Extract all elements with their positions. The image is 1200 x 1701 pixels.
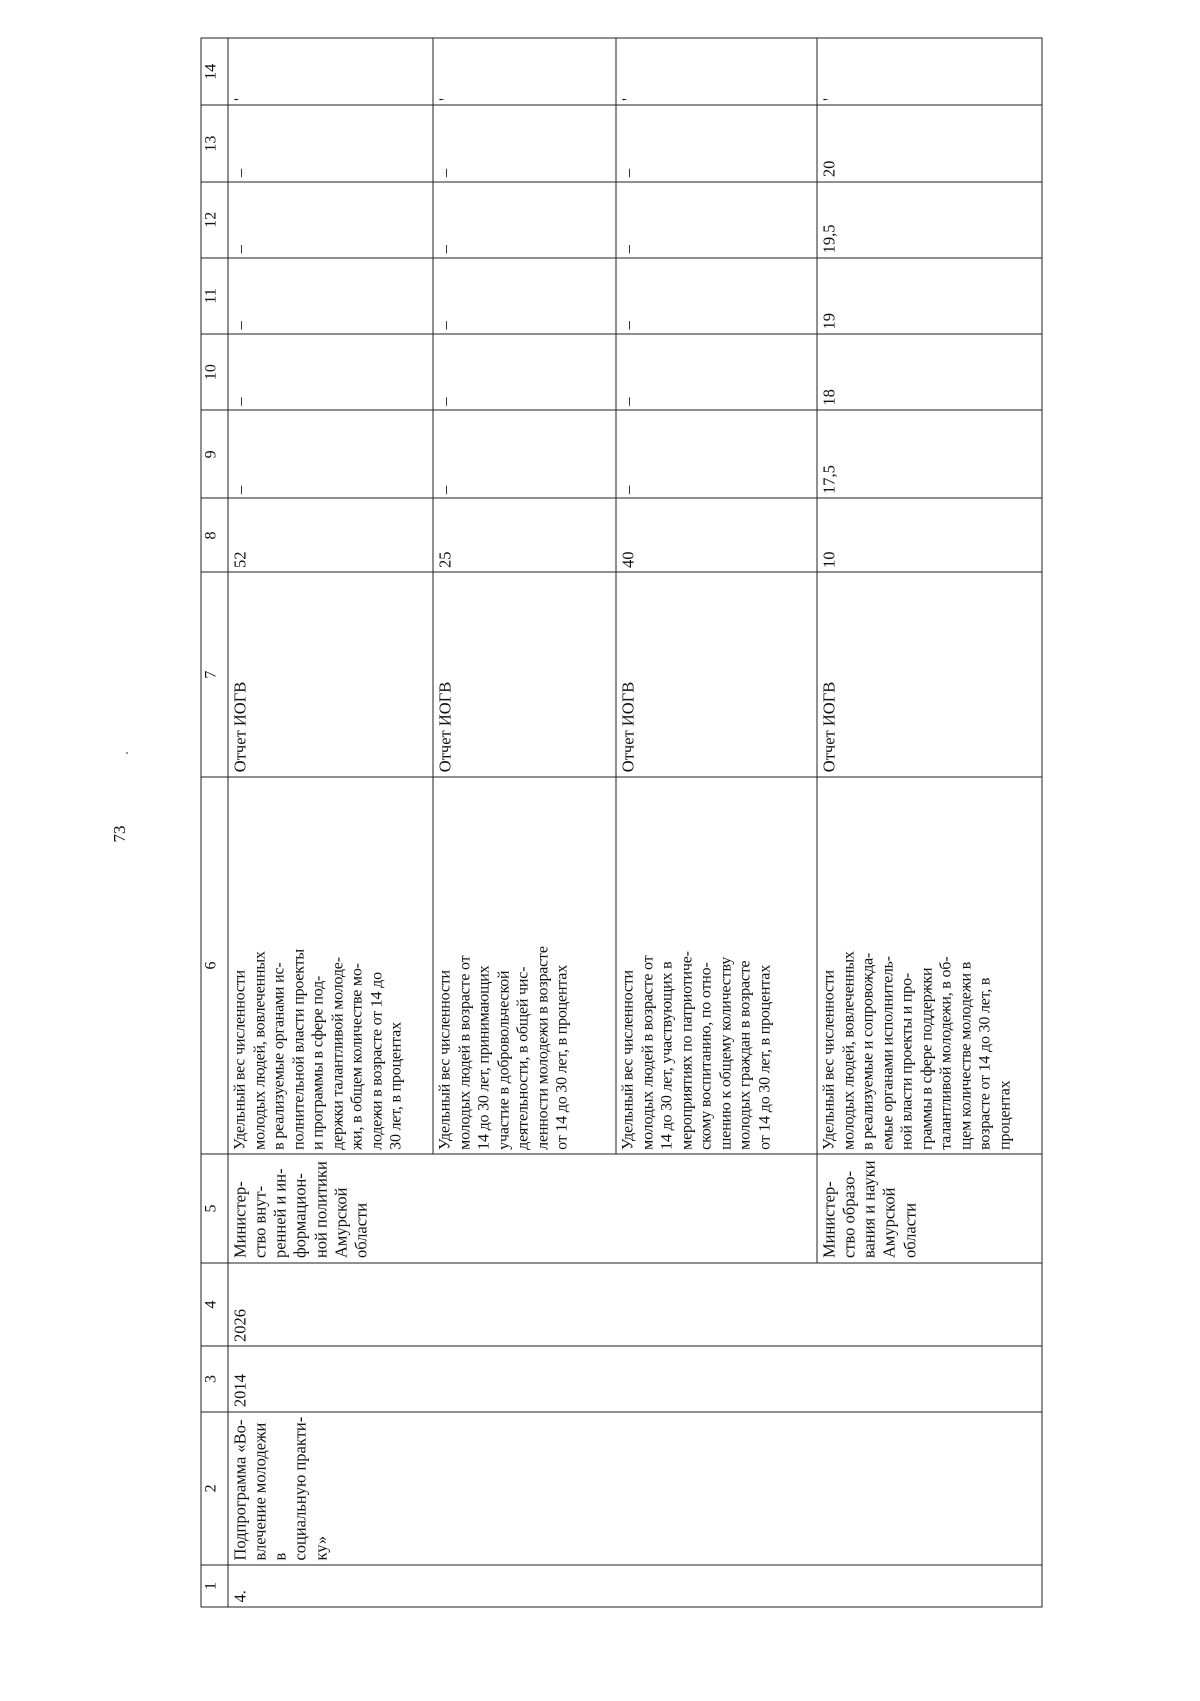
value-cell: – xyxy=(616,410,817,498)
value-cell: – xyxy=(433,182,616,258)
indicator-text: Удельный вес численности молодых людей, вовлеченных в реализуемые и сопровожда- емые органами исполнитель- ной власти проекты и про- граммы в сфере поддержки талантливой молодежи, в об- щем количестве молодежи в возрасте от 14 до 30 лет, в процентах xyxy=(817,777,1042,1155)
value-cell: – xyxy=(433,334,616,410)
value-cell: 52 xyxy=(228,498,433,572)
executor-name: Министер- ство внут- ренней и ин- формацион- ной политики Амурской области xyxy=(228,1154,817,1262)
value-cell: – xyxy=(228,410,433,498)
year-start: 2014 xyxy=(228,1346,1042,1411)
value-cell: ' xyxy=(616,38,817,105)
value-cell: – xyxy=(616,182,817,258)
value-cell: – xyxy=(228,258,433,334)
page-number: 73 xyxy=(110,825,129,843)
value-cell: ' xyxy=(228,38,433,105)
value-cell: – xyxy=(433,258,616,334)
header-cell: 9 xyxy=(201,410,228,498)
header-row xyxy=(201,38,228,1607)
source-text: Отчет ИОГВ xyxy=(817,572,1042,776)
value-cell: 17,5 xyxy=(817,410,1042,498)
value-cell: 19,5 xyxy=(817,182,1042,258)
header-cell: 4 xyxy=(201,1263,228,1347)
header-cell: 12 xyxy=(201,182,228,258)
header-cell: 3 xyxy=(201,1346,228,1411)
value-cell: – xyxy=(433,105,616,181)
value-cell: – xyxy=(616,258,817,334)
value-cell: 18 xyxy=(817,334,1042,410)
value-cell: 10 xyxy=(817,498,1042,572)
source-text: Отчет ИОГВ xyxy=(433,572,616,776)
header-cell: 5 xyxy=(201,1154,228,1262)
header-cell: 7 xyxy=(201,572,228,776)
value-cell: 25 xyxy=(433,498,616,572)
indicator-text: Удельный вес численности молодых людей в возрасте от 14 до 30 лет, принимающих участие в добровольческой деятельности, в общей чис- ленности молодежи в возрасте от 14 до 30 лет, в процентах xyxy=(433,777,616,1155)
value-cell: – xyxy=(616,334,817,410)
value-cell: – xyxy=(616,105,817,181)
header-cell: 8 xyxy=(201,498,228,572)
indicator-text: Удельный вес численности молодых людей, вовлеченных в реализуемые органами ис- полнительной власти проекты и программы в сфере под- держки талантливой молоде- жи, в общем количестве мо- лодежи в возрасте от 14 до 30 лет, в процентах xyxy=(228,777,433,1155)
value-cell: – xyxy=(228,334,433,410)
header-cell: 1 xyxy=(201,1565,228,1607)
header-cell: 6 xyxy=(201,777,228,1155)
item-number: 4. xyxy=(228,1565,1042,1607)
scan-speck xyxy=(126,752,128,754)
indicators-table xyxy=(200,38,1042,1608)
table-row xyxy=(228,38,433,1607)
value-cell: 40 xyxy=(616,498,817,572)
executor-name: Министер- ство образо- вания и науки Амурской области xyxy=(817,1154,1042,1262)
header-cell: 14 xyxy=(201,38,228,105)
header-cell: 10 xyxy=(201,334,228,410)
value-cell: ' xyxy=(817,38,1042,105)
source-text: Отчет ИОГВ xyxy=(228,572,433,776)
rotated-table-sheet xyxy=(200,38,1055,1608)
value-cell: ' xyxy=(433,38,616,105)
year-end: 2026 xyxy=(228,1263,1042,1347)
indicator-text: Удельный вес численности молодых людей в возрасте от 14 до 30 лет, участвующих в мероприятиях по патриотиче- скому воспитанию, по отно- шению к общему количеству молодых граждан в возрасте от 14 до 30 лет, в процентах xyxy=(616,777,817,1155)
value-cell: 19 xyxy=(817,258,1042,334)
header-cell: 2 xyxy=(201,1412,228,1565)
header-cell: 11 xyxy=(201,258,228,334)
value-cell: – xyxy=(433,410,616,498)
value-cell: – xyxy=(228,182,433,258)
subprogram-name: Подпрограмма «Во- влечение молодежи в социальную практи- ку» xyxy=(228,1412,1042,1565)
value-cell: 20 xyxy=(817,105,1042,181)
header-cell: 13 xyxy=(201,105,228,181)
source-text: Отчет ИОГВ xyxy=(616,572,817,776)
value-cell: – xyxy=(228,105,433,181)
